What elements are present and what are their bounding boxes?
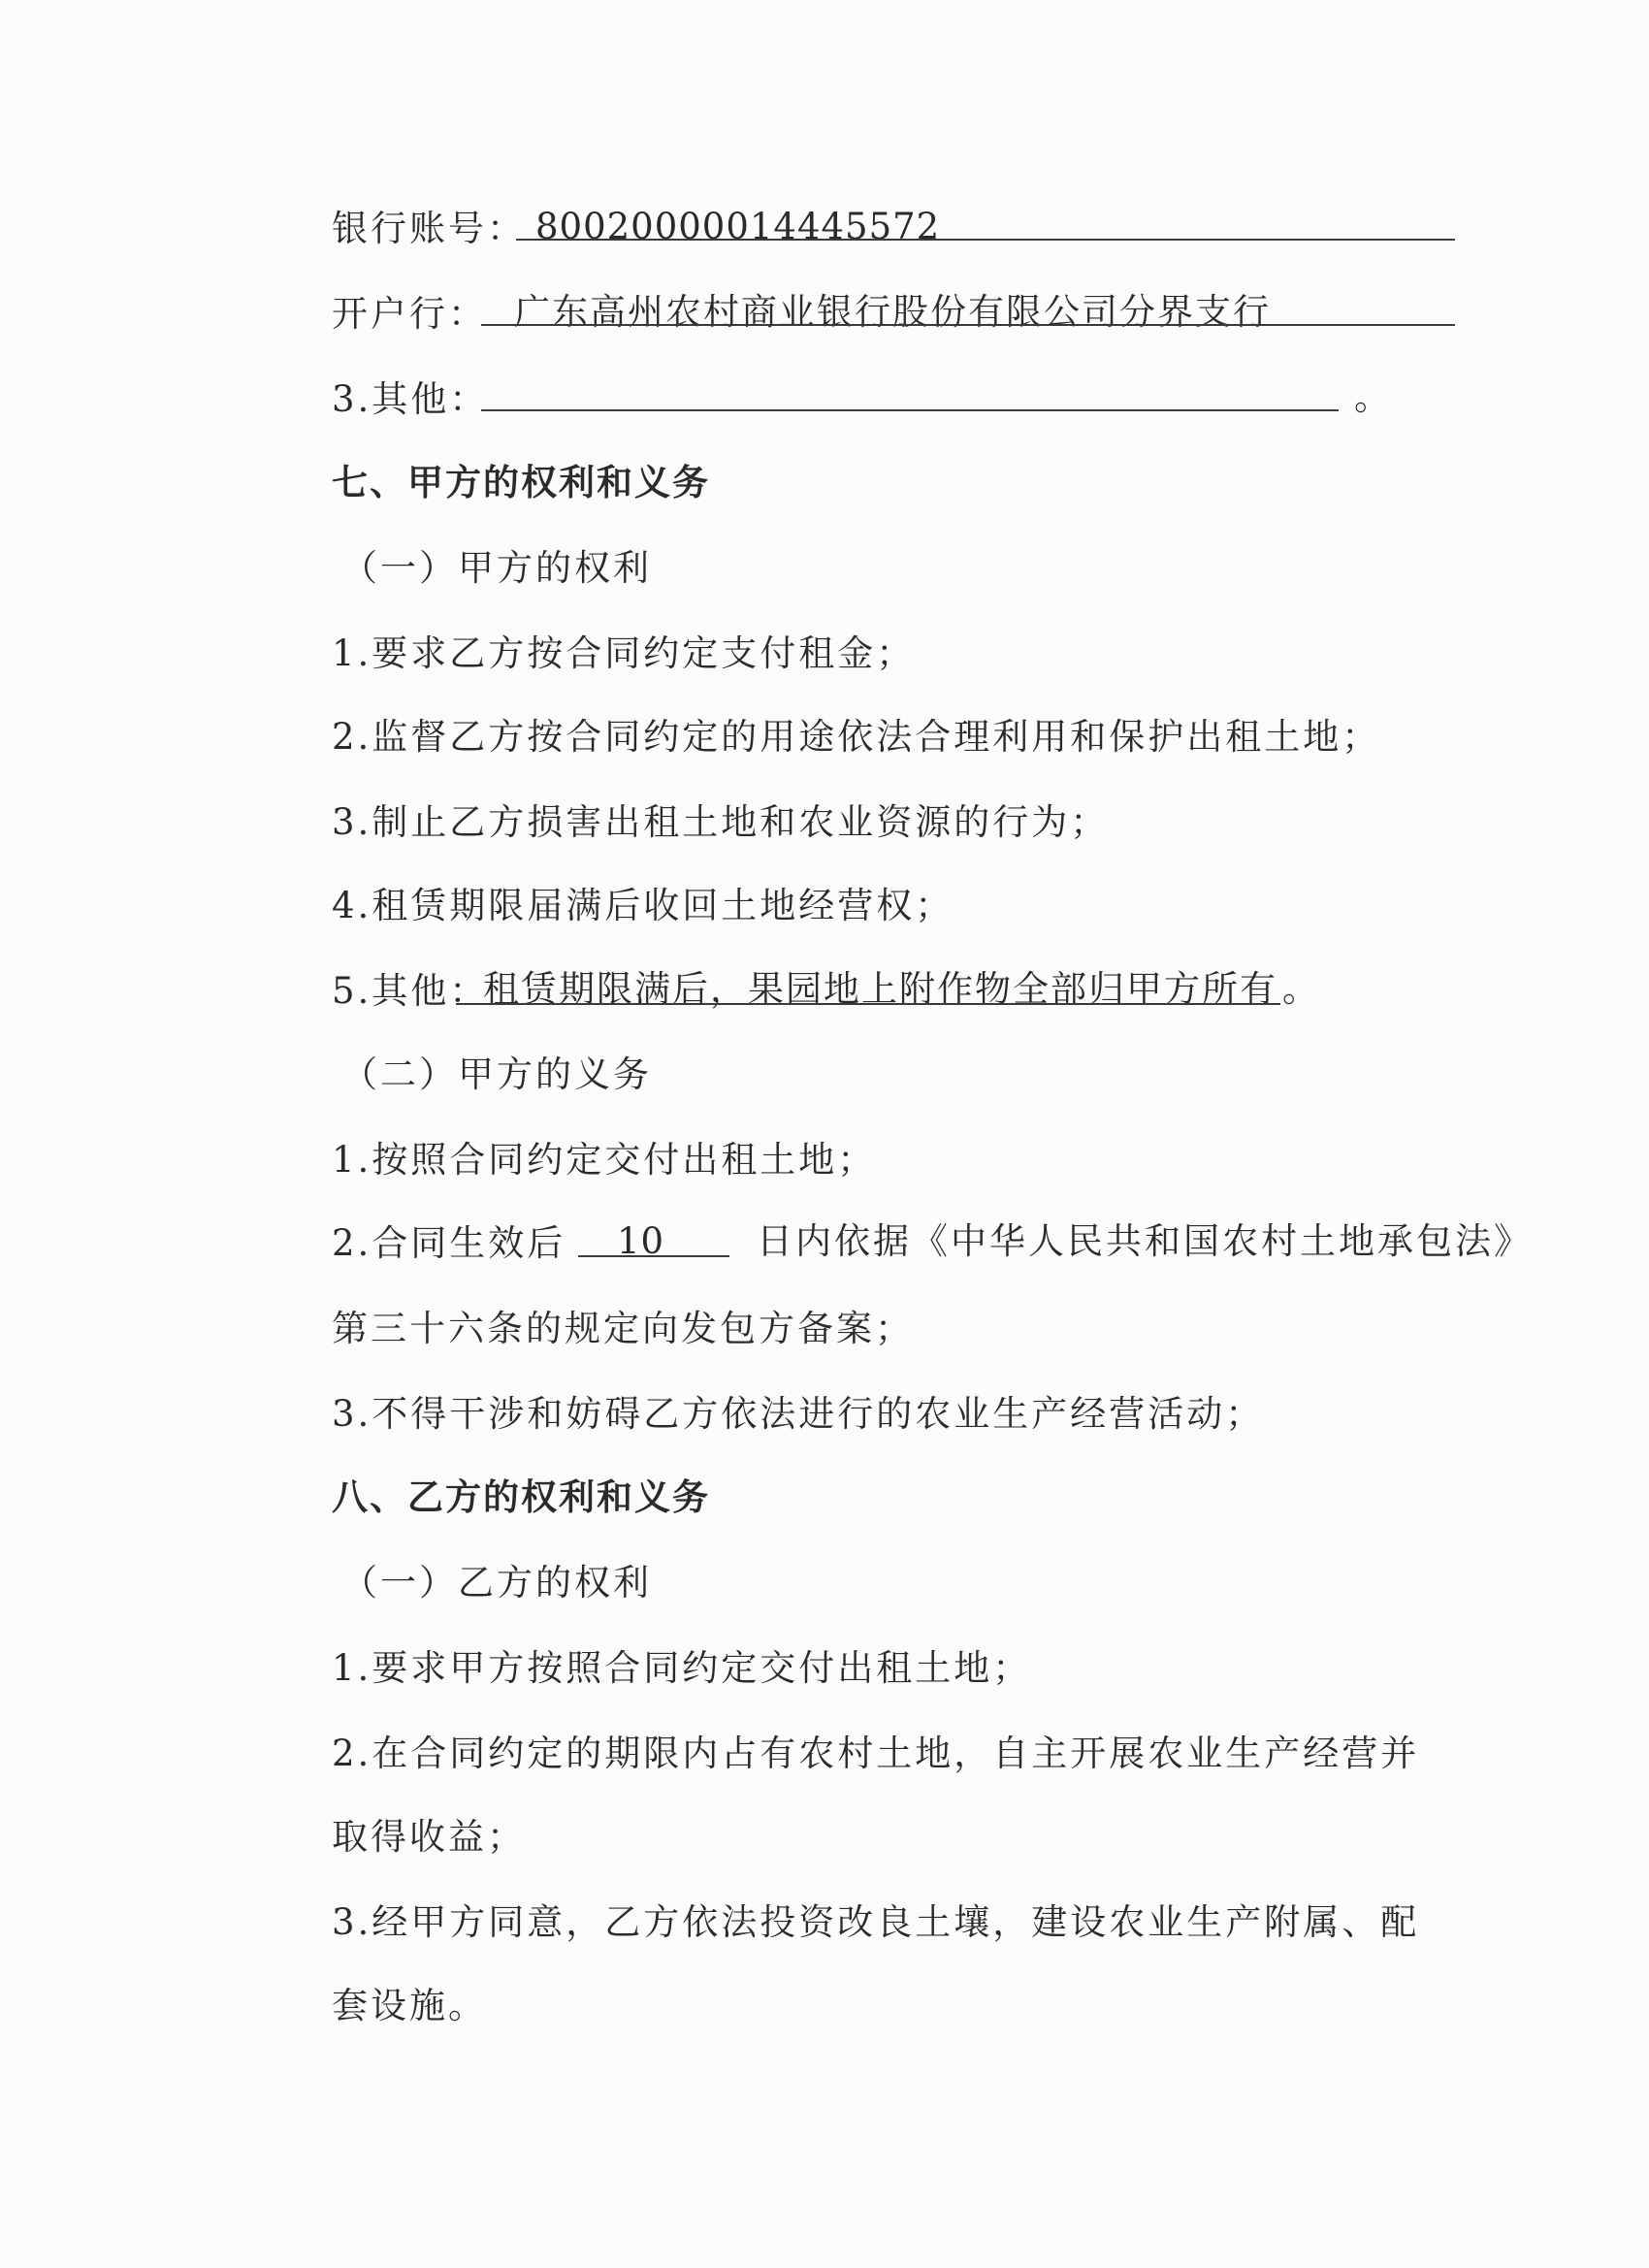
bank-other-end: 。 <box>1354 376 1392 418</box>
section7-duty-1: 1.按照合同约定交付出租土地； <box>332 1139 877 1181</box>
section8-right-2-cont: 取得收益； <box>332 1816 526 1858</box>
section7-title: 七、甲方的权利和义务 <box>332 462 710 503</box>
bank-other-row <box>332 376 488 423</box>
section8-right-3-cont: 套设施。 <box>332 1985 487 2026</box>
section7-duty-2-cont: 第三十六条的规定向发包方备案； <box>332 1308 914 1349</box>
bank-branch-underline <box>481 324 1455 326</box>
section8-right-3: 3.经甲方同意，乙方依法投资改良土壤，建设农业生产附属、配 <box>332 1901 1420 1943</box>
section7-rights-title: （一）甲方的权利 <box>341 547 652 589</box>
section8-right-1: 1.要求甲方按照合同约定交付出租土地； <box>332 1647 1032 1689</box>
section7-right-3: 3.制止乙方损害出租土地和农业资源的行为； <box>332 801 1110 843</box>
section7-right-4: 4.租赁期限届满后收回土地经营权； <box>332 885 954 926</box>
section7-duties-title: （二）甲方的义务 <box>341 1053 652 1095</box>
section7-duty-3: 3.不得干涉和妨碍乙方依法进行的农业生产经营活动； <box>332 1393 1265 1435</box>
section7-right-5-value: 租赁期限满后，果园地上附作物全部归甲方所有 <box>483 968 1277 1010</box>
section7-right-5-label: 5.其他： <box>332 970 489 1012</box>
bank-account-row <box>332 206 526 252</box>
bank-other-label: 3.其他： <box>332 378 489 420</box>
bank-account-value: 80020000014445572 <box>535 206 941 247</box>
section7-duty-2-suffix: 日内依据《中华人民共和国农村土地承包法》 <box>757 1220 1533 1262</box>
section7-right-1: 1.要求乙方按合同约定支付租金； <box>332 632 916 674</box>
bank-branch-value: 广东高州农村商业银行股份有限公司分界支行 <box>514 291 1271 333</box>
section8-title: 八、乙方的权利和义务 <box>332 1476 710 1518</box>
section8-rights-title: （一）乙方的权利 <box>341 1562 652 1604</box>
section7-right-5-underline <box>456 1003 1280 1005</box>
section8-right-2: 2.在合同约定的期限内占有农村土地，自主开展农业生产经营并 <box>332 1733 1420 1774</box>
section7-duty-2-days-underline <box>578 1255 729 1257</box>
section7-right-2: 2.监督乙方按合同约定的用途依法合理利用和保护出租土地； <box>332 716 1381 758</box>
bank-other-underline <box>481 409 1339 411</box>
bank-branch-row <box>332 291 487 338</box>
section7-right-5-end: 。 <box>1282 968 1320 1010</box>
section7-duty-2-days: 10 <box>617 1220 665 1262</box>
bank-account-label: 银行账号： <box>332 208 526 249</box>
section7-duty-2-prefix: 2.合同生效后 <box>332 1222 566 1264</box>
bank-account-underline <box>516 239 1455 241</box>
bank-branch-label: 开户行： <box>332 293 487 335</box>
